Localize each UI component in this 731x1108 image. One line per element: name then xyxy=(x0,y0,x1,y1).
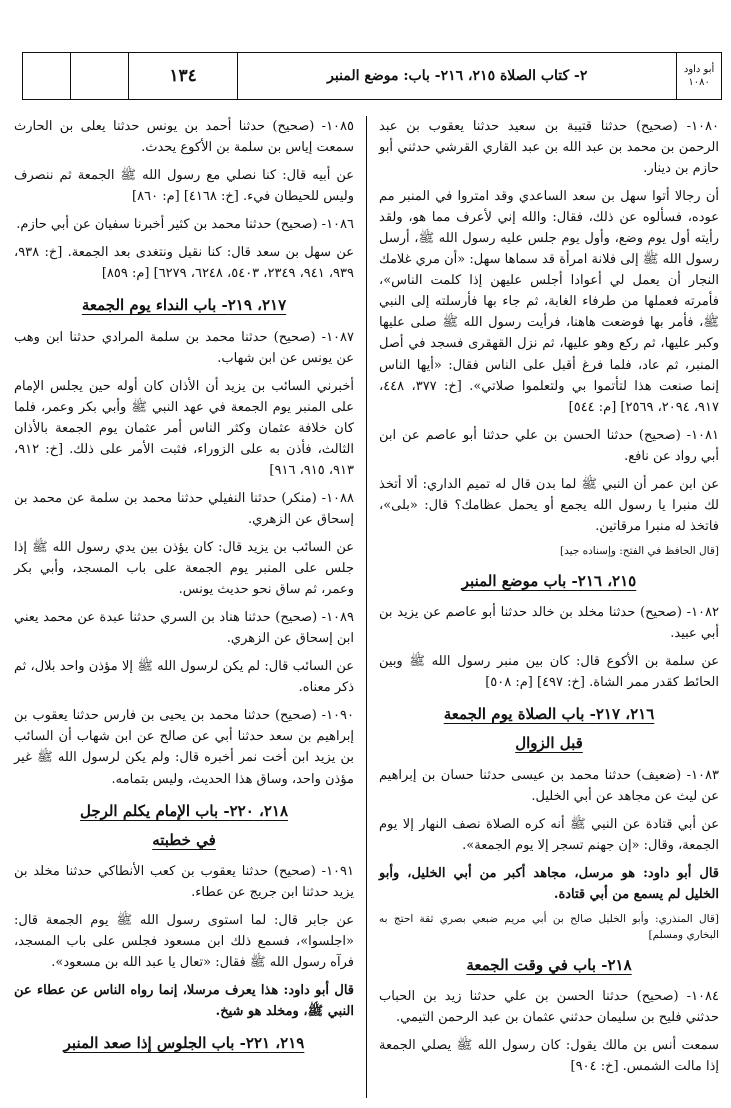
hadith-paragraph: أخبرني السائب بن يزيد أن الأذان كان أوله حين يجلس الإمام على المنبر يوم الجمعة في عهد النبي ﷺ وأبي بكر وعمر، فلما كان خلافة عثمان وكثر الناس أمر عثمان يوم الجمعة بالأذان الثالث، فأذن به على الزوراء، فثبت الأمر على ذلك. [خ: ٩١٢، ٩١٣، ٩١٥، ٩١٦] xyxy=(14,378,354,478)
chapter-heading: ٢١٦، ٢١٧- باب الصلاة يوم الجمعة xyxy=(443,705,655,724)
hadith-paragraph: سمعت أنس بن مالك يقول: كان رسول الله ﷺ يصلي الجمعة إذا مالت الشمس. [خ: ٩٠٤] xyxy=(379,1037,719,1074)
chapter-heading: ٢١٥، ٢١٦- باب موضع المنبر xyxy=(461,571,637,590)
header-author: أبو داود xyxy=(683,64,715,75)
right-column xyxy=(379,116,719,1098)
running-header xyxy=(22,52,722,100)
hadith-paragraph: ١٠٨٦- (صحيح) حدثنا محمد بن كثير أخبرنا سفيان عن أبي حازم. xyxy=(16,217,354,233)
chapter-heading: ٢١٨، ٢٢٠- باب الإمام يكلم الرجل xyxy=(79,801,289,820)
hadith-paragraph: عن جابر قال: لما استوى رسول الله ﷺ يوم الجمعة قال: «اجلسوا»، فسمع ذلك ابن مسعود فجلس على باب المسجد، فرآه رسول الله ﷺ فقال: «تعال يا عبد الله بن مسعود». xyxy=(14,913,354,971)
hadith-paragraph: ١٠٨٤- (صحيح) حدثنا الحسن بن علي حدثنا زيد بن الحباب حدثني فليح بن سليمان حدثني عثمان بن عبد الرحمن التيمي. xyxy=(379,988,719,1025)
hadith-paragraph: عن ابن عمر أن النبي ﷺ لما بدن قال له تميم الداري: ألا أتخذ لك منبرا يا رسول الله يجمع أو يحمل عظامك؟ قال: «بلى»، فاتخذ له منبرا مرقاتين. xyxy=(379,476,719,534)
footnote: [قال المنذري: وأبو الخليل صالح بن أبي مريم ضبعي بصري ثقة احتج به البخاري ومسلم] xyxy=(379,913,719,941)
hadith-paragraph: عن سلمة بن الأكوع قال: كان بين منبر رسول الله ﷺ وبين الحائط كقدر ممر الشاة. [خ: ٤٩٧] [م: ٥٠٨] xyxy=(379,654,719,691)
hadith-paragraph: ١٠٨٨- (منكر) حدثنا النفيلي حدثنا محمد بن سلمة عن محمد بن إسحاق عن الزهري. xyxy=(14,490,354,527)
header-empty-cell xyxy=(70,53,128,99)
hadith-paragraph: عن أبي قتادة عن النبي ﷺ أنه كره الصلاة نصف النهار إلا يوم الجمعة، وقال: «إن جهنم تسجر إلا يوم الجمعة». xyxy=(379,816,719,853)
header-corner xyxy=(676,53,721,99)
hadith-paragraph: ١٠٨٠- (صحيح) حدثنا قتيبة بن سعيد حدثنا يعقوب بن عبد الرحمن بن محمد بن عبد الله بن عبد القاري القرشي حدثني أبو حازم بن دينار. xyxy=(379,119,719,177)
hadith-paragraph: ١٠٨٢- (صحيح) حدثنا مخلد بن خالد حدثنا أبو عاصم عن يزيد بن أبي عبيد. xyxy=(379,604,719,641)
footnote: [قال الحافظ في الفتح: وإسناده جيد] xyxy=(560,544,719,557)
column-divider xyxy=(366,116,367,1098)
hadith-paragraph: ١٠٨٣- (ضعيف) حدثنا محمد بن عيسى حدثنا حسان بن إبراهيم عن ليث عن مجاهد عن أبي الخليل. xyxy=(379,767,719,804)
chapter-heading: ٢١٧، ٢١٩- باب النداء يوم الجمعة xyxy=(81,296,287,315)
abu-dawud-comment: قال أبو داود: هو مرسل، مجاهد أكبر من أبي الخليل، وأبو الخليل لم يسمع من أبي قتادة. xyxy=(379,865,719,902)
hadith-paragraph: عن سهل بن سعد قال: كنا نقيل ونتغدى بعد الجمعة. [خ: ٩٣٨، ٩٣٩، ٩٤١، ٢٣٤٩، ٥٤٠٣، ٦٢٤٨، ٦٢٧٩] [م: ٨٥٩] xyxy=(14,245,354,282)
header-book-title: ٢- كتاب الصلاة ٢١٥، ٢١٦- باب: موضع المنبر xyxy=(237,53,676,99)
header-hadith-number: ١٠٨٠ xyxy=(688,77,710,88)
header-page-number: ١٣٤ xyxy=(128,53,238,99)
left-column xyxy=(14,116,354,1098)
hadith-paragraph: عن أبيه قال: كنا نصلي مع رسول الله ﷺ الجمعة ثم ننصرف وليس للحيطان فيء. [خ: ٤١٦٨] [م: ٨٦٠] xyxy=(14,168,354,205)
chapter-heading: ٢١٨- باب في وقت الجمعة xyxy=(466,955,632,974)
hadith-paragraph: ١٠٨١- (صحيح) حدثنا الحسن بن علي حدثنا أبو عاصم عن ابن أبي رواد عن نافع. xyxy=(379,427,719,464)
hadith-paragraph: ١٠٨٧- (صحيح) حدثنا محمد بن سلمة المرادي حدثنا ابن وهب عن يونس عن ابن شهاب. xyxy=(14,329,354,366)
chapter-heading: ٢١٩، ٢٢١- باب الجلوس إذا صعد المنبر xyxy=(63,1034,305,1053)
chapter-heading-continued: قبل الزوال xyxy=(515,734,583,753)
hadith-paragraph: عن السائب قال: لم يكن لرسول الله ﷺ إلا مؤذن واحد بلال، ثم ذكر معناه. xyxy=(14,659,354,696)
hadith-paragraph: ١٠٩١- (صحيح) حدثنا يعقوب بن كعب الأنطاكي حدثنا مخلد بن يزيد حدثنا ابن جريج عن عطاء. xyxy=(14,864,354,901)
chapter-heading-continued: في خطبته xyxy=(152,830,216,849)
hadith-paragraph: ١٠٨٥- (صحيح) حدثنا أحمد بن يونس حدثنا يعلى بن الحارث سمعت إياس بن سلمة بن الأكوع يحدث. xyxy=(14,119,354,156)
abu-dawud-comment: قال أبو داود: هذا يعرف مرسلا، إنما رواه الناس عن عطاء عن النبي ﷺ، ومخلد هو شيخ. xyxy=(14,983,354,1020)
hadith-paragraph: ١٠٩٠- (صحيح) حدثنا محمد بن يحيى بن فارس حدثنا يعقوب بن إبراهيم بن سعد حدثنا أبي عن صالح عن ابن شهاب أن السائب بن يزيد ابن أخت نمر أخبره قال: ولم يكن لرسول الله ﷺ غير مؤذن واحد، وساق هذا الحديث، وليس بتمامه. xyxy=(14,708,354,787)
hadith-paragraph: أن رجالا أتوا سهل بن سعد الساعدي وقد امتروا في المنبر مم عوده، فسألوه عن ذلك، فقال: والله إني لأعرف مما هو، ولقد رأيته أول يوم وضع، وأول يوم جلس عليه رسول الله ﷺ، أرسل رسول الله ﷺ إلى فلانة امرأة قد سماها سهل: «أن مري غلامك النجار أن يعمل لي أعوادا أجلس عليهن إذا كلمت الناس»، فأمرته فعملها من طرفاء الغابة، ثم جاء بها فأرسلته إلى النبي ﷺ، فأمر بها فوضعت هاهنا، فرأيت رسول الله ﷺ صلى عليها وكبر عليها، ثم ركع وهو عليها، ثم نزل القهقرى فسجد في أصل المنبر، ثم عاد، فلما فرغ أقبل على الناس فقال: «أيها الناس إنما صنعت هذا لتأتموا بي ولتعلموا صلاتي». [خ: ٣٧٧، ٤٤٨، ٩١٧، ٢٠٩٤، ٢٥٦٩] [م: ٥٤٤] xyxy=(379,189,720,415)
hadith-paragraph: عن السائب بن يزيد قال: كان يؤذن بين يدي رسول الله ﷺ إذا جلس على المنبر يوم الجمعة على باب المسجد، وأبي بكر وعمر، ثم ساق نحو حديث يونس. xyxy=(14,540,354,598)
header-empty-cell xyxy=(23,53,70,99)
hadith-paragraph: ١٠٨٩- (صحيح) حدثنا هناد بن السري حدثنا عبدة عن محمد يعني ابن إسحاق عن الزهري. xyxy=(14,610,354,647)
page xyxy=(14,18,719,1098)
